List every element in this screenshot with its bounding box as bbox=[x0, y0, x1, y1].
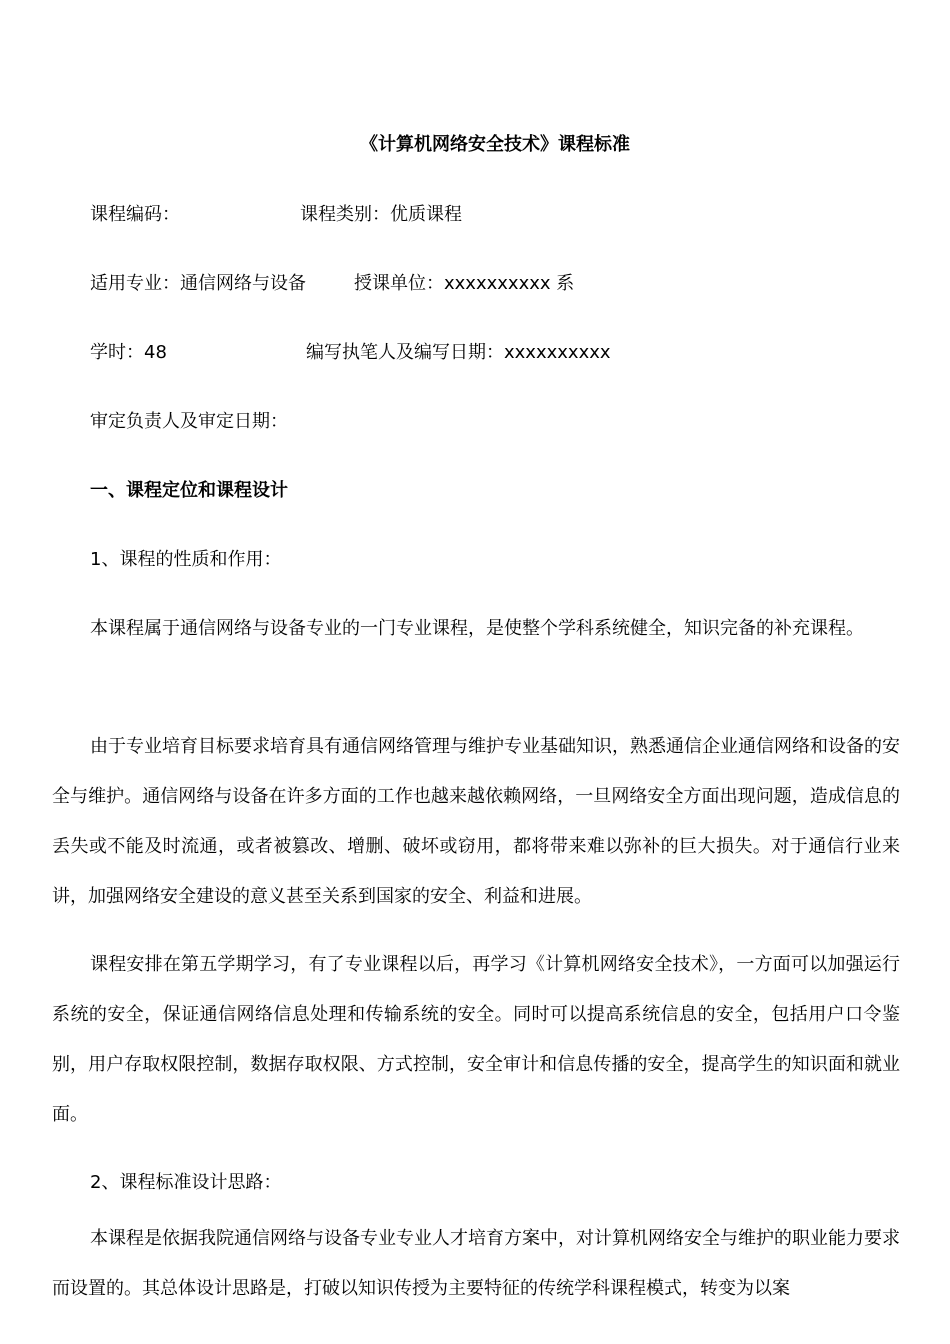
subsection-heading-nature: 1、课程的性质和作用： bbox=[90, 549, 282, 570]
major-field: 适用专业：通信网络与设备 bbox=[90, 273, 306, 294]
paragraph-design: 本课程是依据我院通信网络与设备专业专业人才培育方案中，对计算机网络安全与维护的职业能力要求而设置的。其总体设计思路是，打破以知识传授为主要特征的传统学科课程模式，转变为以案 bbox=[52, 1228, 900, 1299]
course-type-field: 课程类别：优质课程 bbox=[300, 204, 462, 225]
paragraph-background: 由于专业培育目标要求培育具有通信网络管理与维护专业基础知识，熟悉通信企业通信网络和设备的安全与维护。通信网络与设备在许多方面的工作也越来越依赖网络，一旦网络安全方面出现问题，造成信息的丢失或不能及时流通，或者被篡改、增删、破坏或窃用，都将带来难以弥补的巨大损失。对于通信行业来讲，加强网络安全建设的意义甚至关系到国家的安全、利益和进展。 bbox=[52, 736, 900, 907]
section-heading: 一、课程定位和课程设计 bbox=[90, 480, 288, 501]
department-field: 授课单位：xxxxxxxxxx 系 bbox=[354, 273, 575, 294]
paragraph-intro: 本课程属于通信网络与设备专业的一门专业课程，是使整个学科系统健全，知识完备的补充课程。 bbox=[90, 618, 864, 639]
paragraph-schedule: 课程安排在第五学期学习，有了专业课程以后，再学习《计算机网络安全技术》，一方面可以加强运行系统的安全，保证通信网络信息处理和传输系统的安全。同时可以提高系统信息的安全，包括用户口令鉴别，用户存取权限控制，数据存取权限、方式控制，安全审计和信息传播的安全，提高学生的知识面和就业面。 bbox=[52, 954, 900, 1125]
subsection-heading-design: 2、课程标准设计思路： bbox=[90, 1172, 282, 1193]
hours-field: 学时：48 bbox=[90, 342, 167, 363]
author-date-field: 编写执笔人及编写日期：xxxxxxxxxx bbox=[306, 342, 611, 363]
course-code-field: 课程编码： bbox=[90, 204, 180, 225]
document-title: 《计算机网络安全技术》课程标准 bbox=[360, 134, 630, 155]
reviewer-field: 审定负责人及审定日期： bbox=[90, 411, 288, 432]
